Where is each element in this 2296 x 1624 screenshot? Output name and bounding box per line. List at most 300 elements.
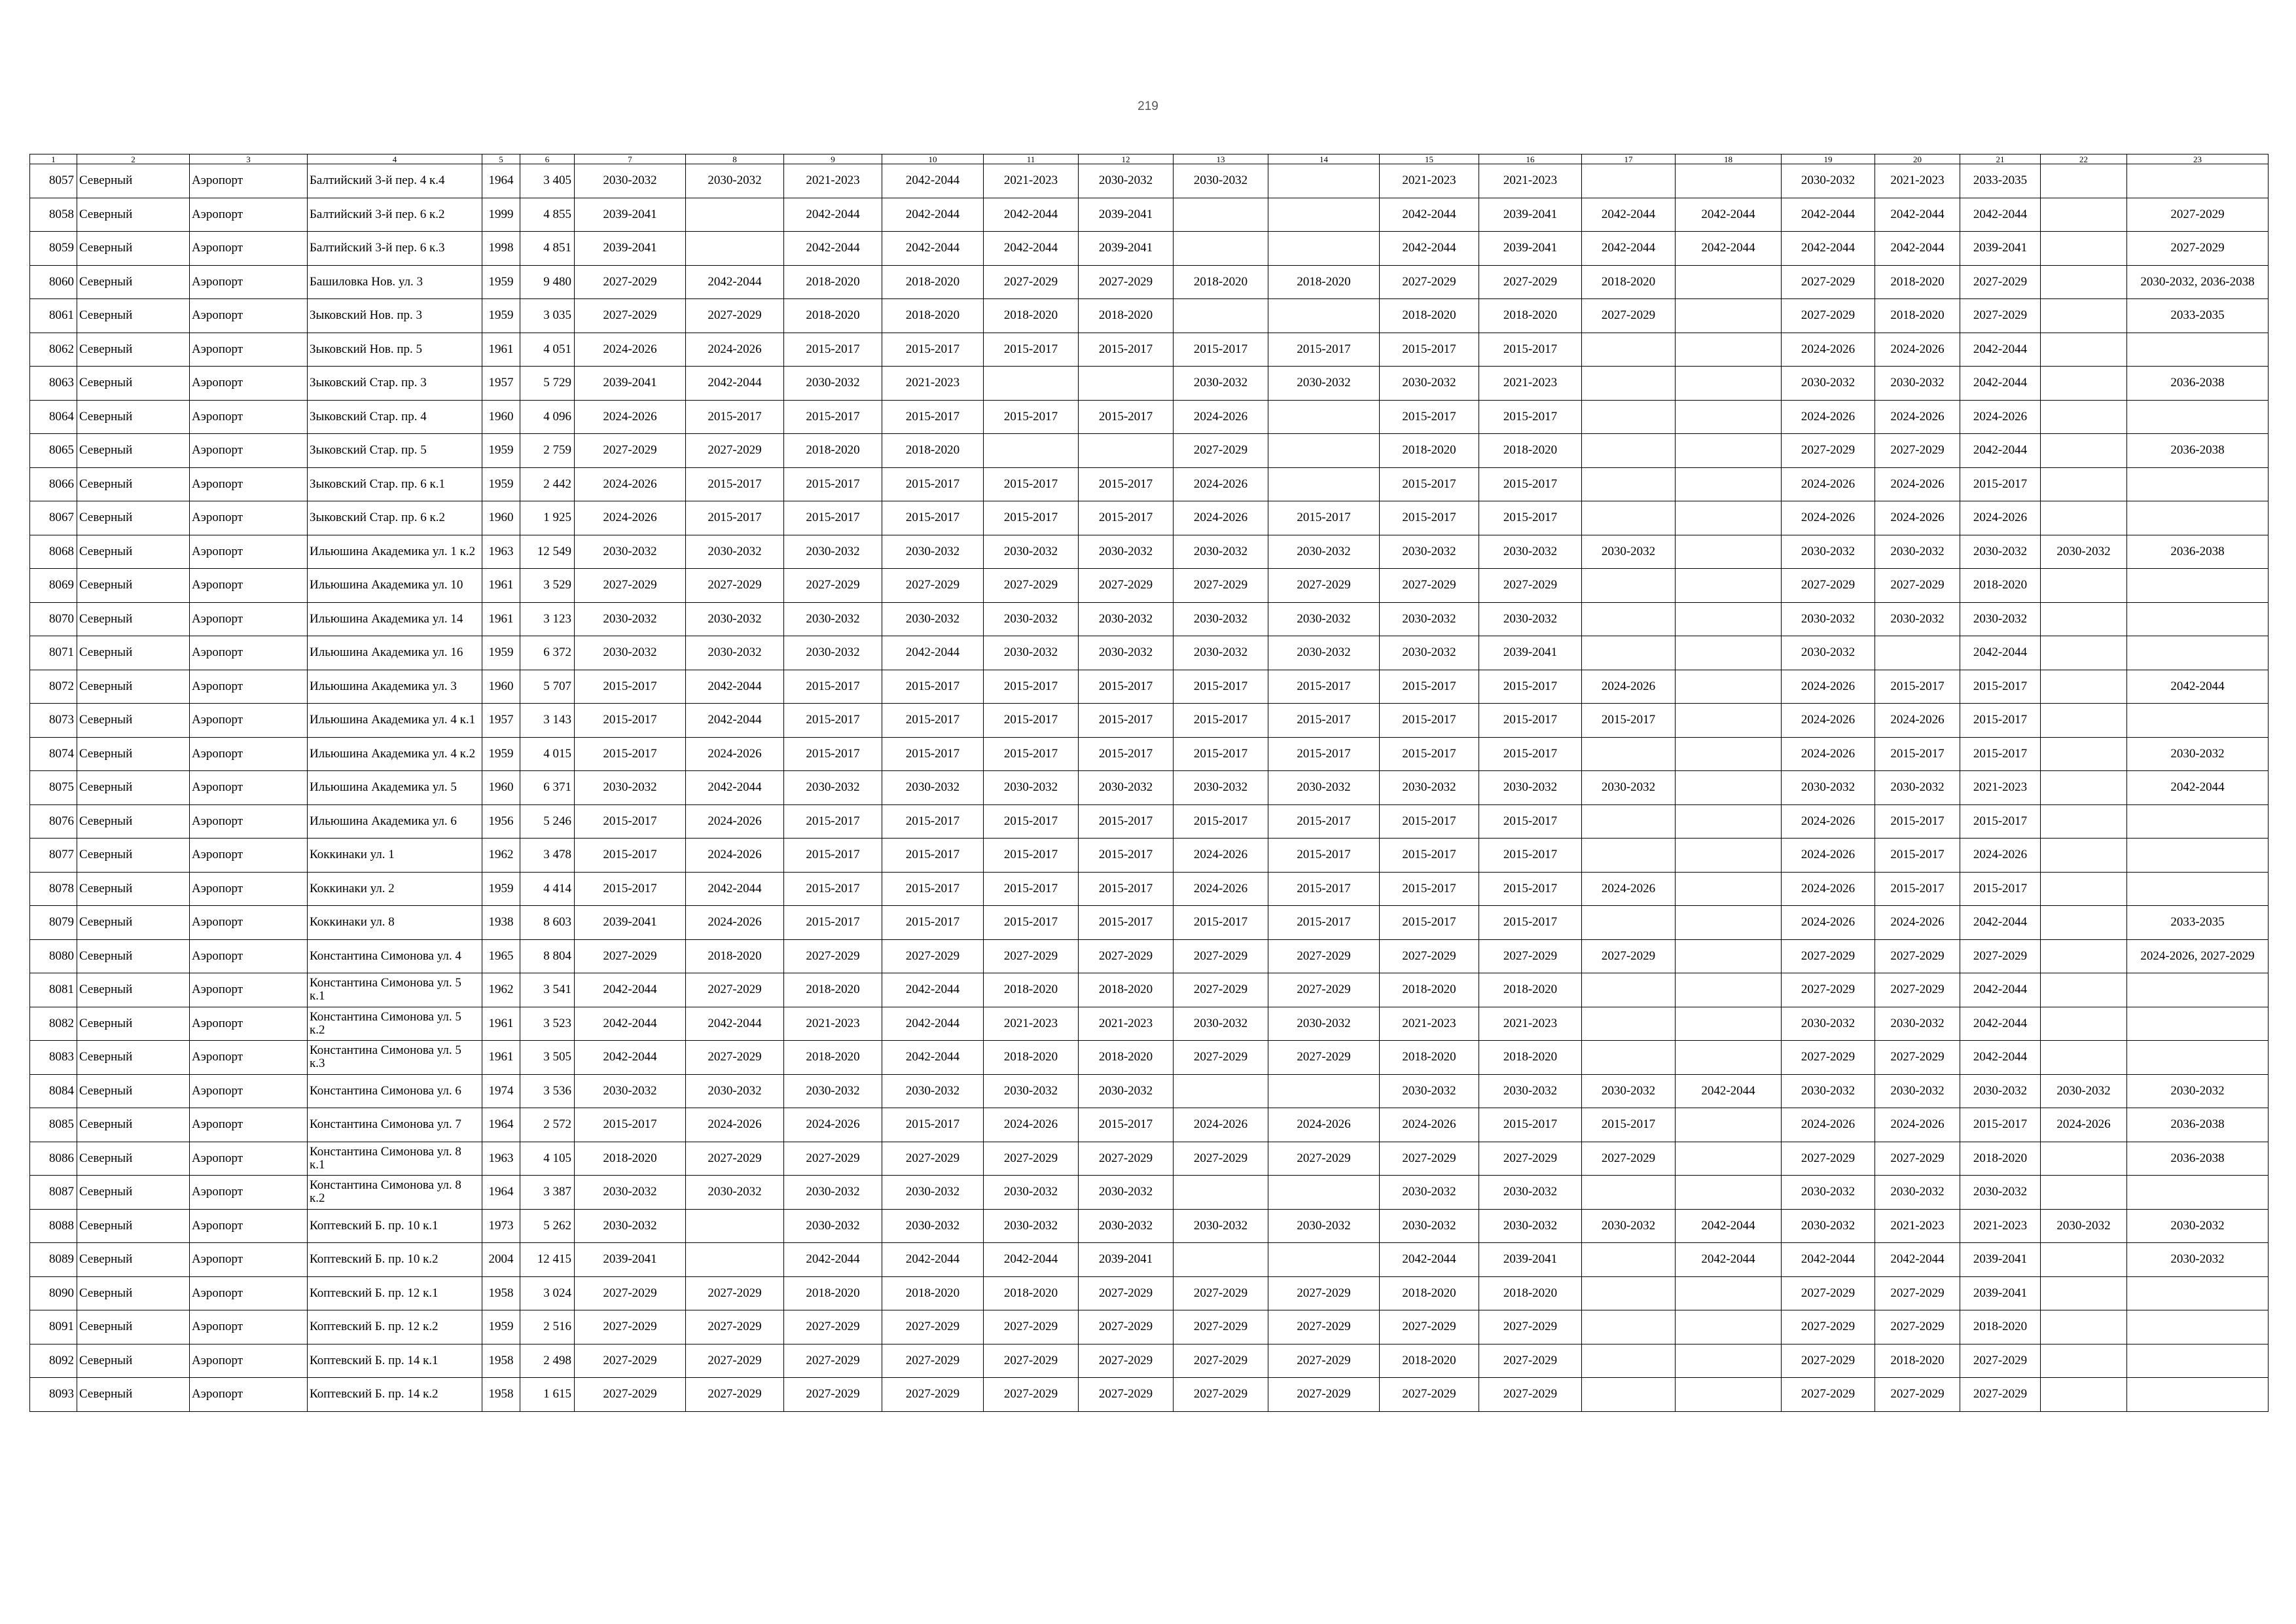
table-cell: Северный [77,1108,190,1142]
table-cell: 2030-2032 [1380,771,1479,805]
table-cell [2041,265,2127,299]
table-cell [1268,1074,1380,1108]
table-cell: 2024-2026 [1174,1108,1268,1142]
table-cell: 2042-2044 [1380,232,1479,266]
table-cell: 2018-2020 [1582,265,1676,299]
table-cell: 2027-2029 [1268,1378,1380,1412]
table-cell: 8084 [30,1074,77,1108]
table-cell: 2015-2017 [1079,333,1174,367]
table-cell: 8089 [30,1243,77,1277]
table-cell: 2039-2041 [575,232,686,266]
table-cell: 8085 [30,1108,77,1142]
table-cell: 1960 [482,670,520,704]
table-cell [2127,704,2269,738]
table-cell: Аэропорт [190,569,308,603]
table-cell: 1959 [482,467,520,501]
table-cell: 2015-2017 [1380,670,1479,704]
table-cell: 2015-2017 [1380,906,1479,940]
table-cell [2041,1378,2127,1412]
table-cell: Зыковский Нов. пр. 3 [308,299,482,333]
table-cell: 2027-2029 [686,569,784,603]
table-cell [2127,1176,2269,1210]
table-cell: 2018-2020 [1479,299,1582,333]
table-cell: 2030-2032 [1782,367,1875,401]
column-number: 2 [77,154,190,164]
table-cell: 2030-2032 [1782,636,1875,670]
table-cell: Северный [77,670,190,704]
column-number: 23 [2127,154,2269,164]
table-cell [1582,1176,1676,1210]
table-cell [2127,1378,2269,1412]
table-cell: 1998 [482,232,520,266]
table-cell [1174,198,1268,232]
table-cell: 2042-2044 [882,1243,984,1277]
table-cell: 2033-2035 [2127,299,2269,333]
table-cell [1079,367,1174,401]
table-cell [2127,839,2269,873]
table-cell: 2004 [482,1243,520,1277]
table-cell: 2030-2032 [2127,1243,2269,1277]
table-cell: Северный [77,1142,190,1176]
table-cell: 1961 [482,569,520,603]
table-cell: 1 925 [520,501,575,535]
table-cell: 8061 [30,299,77,333]
table-cell: 8063 [30,367,77,401]
table-cell: 2015-2017 [1079,872,1174,906]
table-cell: 2030-2032 [1782,771,1875,805]
table-cell: 2027-2029 [1380,265,1479,299]
table-cell: 2024-2026 [1782,704,1875,738]
table-cell: 2024-2026 [1782,501,1875,535]
table-cell: 2024-2026 [1875,501,1960,535]
table-cell: 2021-2023 [984,164,1079,198]
table-cell: Аэропорт [190,1142,308,1176]
table-cell [1582,636,1676,670]
table-cell [1174,1243,1268,1277]
table-cell: Северный [77,1074,190,1108]
table-cell: 2015-2017 [1582,1108,1676,1142]
table-cell: 2027-2029 [1174,1310,1268,1344]
table-cell: 2015-2017 [1479,872,1582,906]
table-cell: 2030-2032 [1268,602,1380,636]
table-cell: 1964 [482,1108,520,1142]
table-cell: 2027-2029 [984,1310,1079,1344]
table-cell: 2030-2032 [1479,602,1582,636]
table-cell: 2027-2029 [1782,1276,1875,1310]
table-row [30,1074,2269,1108]
table-cell [1582,400,1676,434]
table-cell: 2015-2017 [1875,872,1960,906]
table-cell: 2027-2029 [1174,434,1268,468]
table-row [30,535,2269,569]
table-cell: 2030-2032 [1174,1209,1268,1243]
table-cell: 2030-2032 [575,535,686,569]
table-cell: 2015-2017 [984,333,1079,367]
table-cell: 8058 [30,198,77,232]
table-cell: 2039-2041 [1960,1276,2041,1310]
column-number: 11 [984,154,1079,164]
table-cell: 2015-2017 [1268,704,1380,738]
table-cell: 2015-2017 [984,872,1079,906]
table-cell: 2015-2017 [1268,737,1380,771]
table-cell: 2030-2032 [575,636,686,670]
table-cell: 2027-2029 [1479,1344,1582,1378]
table-cell: 1959 [482,636,520,670]
table-cell: 2015-2017 [1875,839,1960,873]
table-cell: 8070 [30,602,77,636]
table-cell: 8077 [30,839,77,873]
table-cell: 2036-2038 [2127,1108,2269,1142]
column-number: 3 [190,154,308,164]
table-cell [2041,602,2127,636]
table-cell: Северный [77,1041,190,1075]
table-cell: 2027-2029 [1268,1276,1380,1310]
table-cell: 2018-2020 [784,973,882,1007]
table-cell: 3 024 [520,1276,575,1310]
table-cell: 2015-2017 [686,501,784,535]
table-cell: 2042-2044 [882,1041,984,1075]
table-cell: 2042-2044 [1960,1041,2041,1075]
table-cell: 2015-2017 [984,804,1079,839]
table-cell: 2015-2017 [1380,333,1479,367]
table-cell: Северный [77,737,190,771]
table-cell: Ильюшина Академика ул. 10 [308,569,482,603]
table-cell: 2015-2017 [784,804,882,839]
table-cell: Северный [77,1007,190,1041]
table-cell: 2027-2029 [1782,1041,1875,1075]
table-cell: 1974 [482,1074,520,1108]
table-row [30,839,2269,873]
table-cell: 2030-2032 [882,1074,984,1108]
table-cell: Аэропорт [190,1007,308,1041]
table-cell: 2027-2029 [1174,939,1268,973]
table-cell: 2015-2017 [1268,839,1380,873]
table-cell: 2027-2029 [1380,1142,1479,1176]
table-cell: 2024-2026 [1782,1108,1875,1142]
table-cell: 2042-2044 [784,232,882,266]
table-cell: 2030-2032 [784,1176,882,1210]
table-cell: Северный [77,973,190,1007]
column-number: 17 [1582,154,1676,164]
table-cell: 2027-2029 [1782,1310,1875,1344]
table-cell: Ильюшина Академика ул. 14 [308,602,482,636]
table-cell [1676,569,1782,603]
table-cell: Северный [77,1276,190,1310]
table-cell: 2021-2023 [1960,771,2041,805]
column-number: 7 [575,154,686,164]
table-cell: 2027-2029 [1079,1276,1174,1310]
table-cell: 2042-2044 [1582,232,1676,266]
table-cell [2041,1142,2127,1176]
table-cell: Коккинаки ул. 2 [308,872,482,906]
table-cell: 2027-2029 [686,1142,784,1176]
table-cell: 2042-2044 [1676,198,1782,232]
table-cell: 2015-2017 [1174,670,1268,704]
table-cell [1676,299,1782,333]
table-cell: 1965 [482,939,520,973]
table-cell: 2030-2032 [784,1209,882,1243]
table-cell: 2015-2017 [984,501,1079,535]
table-cell: 2027-2029 [984,1378,1079,1412]
table-cell: 2018-2020 [1380,299,1479,333]
table-cell: 2027-2029 [1174,1041,1268,1075]
table-cell: 2027-2029 [1582,299,1676,333]
table-cell: Зыковский Стар. пр. 5 [308,434,482,468]
table-cell: 2027-2029 [1782,1344,1875,1378]
column-number: 21 [1960,154,2041,164]
table-cell: 2030-2032 [1380,1176,1479,1210]
table-cell: 2018-2020 [1380,973,1479,1007]
table-cell: 2015-2017 [1479,906,1582,940]
table-cell: 8082 [30,1007,77,1041]
table-cell: 2039-2041 [1960,1243,2041,1277]
table-cell: 2024-2026 [686,839,784,873]
table-cell: 2036-2038 [2127,434,2269,468]
table-cell: Балтийский 3-й пер. 6 к.3 [308,232,482,266]
table-cell: Аэропорт [190,367,308,401]
table-cell [1676,1176,1782,1210]
table-cell: 2030-2032 [1174,636,1268,670]
table-cell: 2030-2032 [882,1176,984,1210]
table-cell: 2027-2029 [1960,265,2041,299]
table-cell [1582,804,1676,839]
table-cell: 3 529 [520,569,575,603]
table-cell [2041,367,2127,401]
table-row [30,1310,2269,1344]
table-cell: 2030-2032 [1380,367,1479,401]
table-cell: 2027-2029 [575,939,686,973]
table-cell: 2042-2044 [686,670,784,704]
table-cell: 2030-2032 [1782,535,1875,569]
table-cell: 2015-2017 [575,737,686,771]
table-cell: 2030-2032 [1875,1074,1960,1108]
table-cell: Северный [77,367,190,401]
table-cell: 2030-2032 [2127,1074,2269,1108]
table-cell [1582,1344,1676,1378]
table-cell: Северный [77,333,190,367]
table-row [30,1378,2269,1412]
table-cell: 2030-2032 [1079,636,1174,670]
table-cell [1582,1243,1676,1277]
table-row [30,1041,2269,1075]
table-cell [1676,1378,1782,1412]
table-cell [2041,1344,2127,1378]
table-cell: Северный [77,265,190,299]
table-cell: Северный [77,299,190,333]
table-cell: 2030-2032 [575,164,686,198]
table-cell: 2042-2044 [575,973,686,1007]
table-cell: 4 855 [520,198,575,232]
table-cell [984,367,1079,401]
table-cell: Северный [77,872,190,906]
table-cell: 2030-2032 [2041,1209,2127,1243]
table-cell [1174,299,1268,333]
table-cell: 8 804 [520,939,575,973]
table-cell [2041,804,2127,839]
table-cell: 2015-2017 [1380,872,1479,906]
table-cell: 2015-2017 [1875,670,1960,704]
table-cell: 2030-2032 [984,535,1079,569]
table-cell: 2042-2044 [1875,232,1960,266]
table-cell: 2042-2044 [1676,1243,1782,1277]
table-cell: 2039-2041 [1960,232,2041,266]
table-cell: 2021-2023 [1479,367,1582,401]
table-cell [2041,939,2127,973]
table-cell: 2030-2032 [686,602,784,636]
table-cell: 2027-2029 [1875,1041,1960,1075]
table-cell: 12 549 [520,535,575,569]
table-cell [1582,569,1676,603]
table-cell: 2030-2032 [882,771,984,805]
table-cell: 2015-2017 [882,1108,984,1142]
table-cell: 2015-2017 [1079,839,1174,873]
table-cell: 2030-2032 [1782,1176,1875,1210]
table-cell: 2027-2029 [1875,569,1960,603]
table-cell: 2030-2032 [1582,1074,1676,1108]
table-cell: 2018-2020 [1875,299,1960,333]
table-cell: Аэропорт [190,333,308,367]
table-cell: 1961 [482,1041,520,1075]
table-cell: 2015-2017 [784,670,882,704]
table-cell: 2015-2017 [882,467,984,501]
table-cell: 3 478 [520,839,575,873]
table-cell: 2042-2044 [686,704,784,738]
table-cell: 8091 [30,1310,77,1344]
table-cell [2041,1176,2127,1210]
table-cell [2041,1041,2127,1075]
table-cell: 2024-2026 [1875,333,1960,367]
table-cell: 2024-2026 [1960,501,2041,535]
table-cell: 2042-2044 [984,1243,1079,1277]
table-row [30,400,2269,434]
table-cell [2041,164,2127,198]
table-cell: 2039-2041 [1479,1243,1582,1277]
table-cell: 2015-2017 [1875,804,1960,839]
table-cell: 2024-2026 [1875,400,1960,434]
table-cell: Коптевский Б. пр. 10 к.1 [308,1209,482,1243]
table-cell: Коптевский Б. пр. 12 к.1 [308,1276,482,1310]
table-cell: 12 415 [520,1243,575,1277]
table-cell: Северный [77,198,190,232]
table-cell: 2015-2017 [1479,704,1582,738]
table-cell: 1958 [482,1378,520,1412]
table-cell: Аэропорт [190,232,308,266]
table-cell: 4 851 [520,232,575,266]
table-cell: 2030-2032 [1380,535,1479,569]
table-cell: 2030-2032 [1875,1176,1960,1210]
table-cell [2041,973,2127,1007]
table-cell: 2030-2032 [686,164,784,198]
table-cell: 8083 [30,1041,77,1075]
table-cell: Северный [77,771,190,805]
table-cell: 2039-2041 [1479,636,1582,670]
table-cell: 2 442 [520,467,575,501]
table-cell: 2015-2017 [1960,804,2041,839]
table-cell: 2042-2044 [1380,1243,1479,1277]
table-cell: Константина Симонова ул. 8 к.1 [308,1142,482,1176]
table-cell: 2030-2032 [984,602,1079,636]
table-cell: 1959 [482,299,520,333]
table-cell: 2015-2017 [882,839,984,873]
table-cell: 2015-2017 [1079,704,1174,738]
table-cell: 2030-2032 [1079,535,1174,569]
table-cell: 2042-2044 [1782,198,1875,232]
table-cell: Северный [77,636,190,670]
table-cell: 2015-2017 [1582,704,1676,738]
table-cell: 1964 [482,164,520,198]
table-cell [1268,1243,1380,1277]
table-cell: Ильюшина Академика ул. 4 к.1 [308,704,482,738]
table-cell: Аэропорт [190,670,308,704]
table-cell [2041,232,2127,266]
table-cell: 2027-2029 [1079,569,1174,603]
table-cell: 2015-2017 [882,872,984,906]
table-cell: 8057 [30,164,77,198]
table-row [30,501,2269,535]
table-cell: 2027-2029 [1479,569,1582,603]
table-row [30,1344,2269,1378]
table-cell: Северный [77,704,190,738]
table-cell: 2027-2029 [575,265,686,299]
table-cell: 2030-2032 [1782,602,1875,636]
table-cell: 2024-2026 [2041,1108,2127,1142]
table-cell: 2027-2029 [784,1142,882,1176]
table-cell: 8075 [30,771,77,805]
table-cell: 5 246 [520,804,575,839]
table-cell: 2030-2032 [1268,1209,1380,1243]
table-cell: 2027-2029 [575,1276,686,1310]
table-cell: 2030-2032 [1079,602,1174,636]
table-cell: 2024-2026 [1782,737,1875,771]
table-cell: 2042-2044 [2127,771,2269,805]
table-cell: 2 572 [520,1108,575,1142]
table-cell: 2015-2017 [1479,1108,1582,1142]
table-cell: 2027-2029 [784,1378,882,1412]
column-number: 14 [1268,154,1380,164]
table-cell [1174,232,1268,266]
table-cell: 2030-2032 [1875,602,1960,636]
table-cell: Коптевский Б. пр. 10 к.2 [308,1243,482,1277]
table-cell [1676,804,1782,839]
table-cell: 2027-2029 [1782,299,1875,333]
table-cell: 2039-2041 [1079,198,1174,232]
table-cell: 2015-2017 [984,670,1079,704]
table-cell: 8079 [30,906,77,940]
table-cell: 2018-2020 [784,434,882,468]
table-cell: 2015-2017 [1479,400,1582,434]
table-row [30,1007,2269,1041]
table-cell: 2015-2017 [784,704,882,738]
table-cell: 3 143 [520,704,575,738]
table-cell [2041,569,2127,603]
table-cell: 2033-2035 [2127,906,2269,940]
table-cell: Константина Симонова ул. 8 к.2 [308,1176,482,1210]
table-cell: Ильюшина Академика ул. 4 к.2 [308,737,482,771]
column-number: 10 [882,154,984,164]
table-cell: 2024-2026 [1782,872,1875,906]
table-cell: 2039-2041 [1479,232,1582,266]
table-cell: 2027-2029 [1079,265,1174,299]
table-cell: 2027-2029 [1268,1142,1380,1176]
table-cell: 2024-2026 [1380,1108,1479,1142]
table-cell [1582,467,1676,501]
table-cell: 2024-2026 [1875,467,1960,501]
table-cell: 2039-2041 [1079,232,1174,266]
table-cell: 2027-2029 [784,1310,882,1344]
table-cell: 1957 [482,704,520,738]
table-cell: 2030-2032 [575,771,686,805]
table-cell: 3 541 [520,973,575,1007]
